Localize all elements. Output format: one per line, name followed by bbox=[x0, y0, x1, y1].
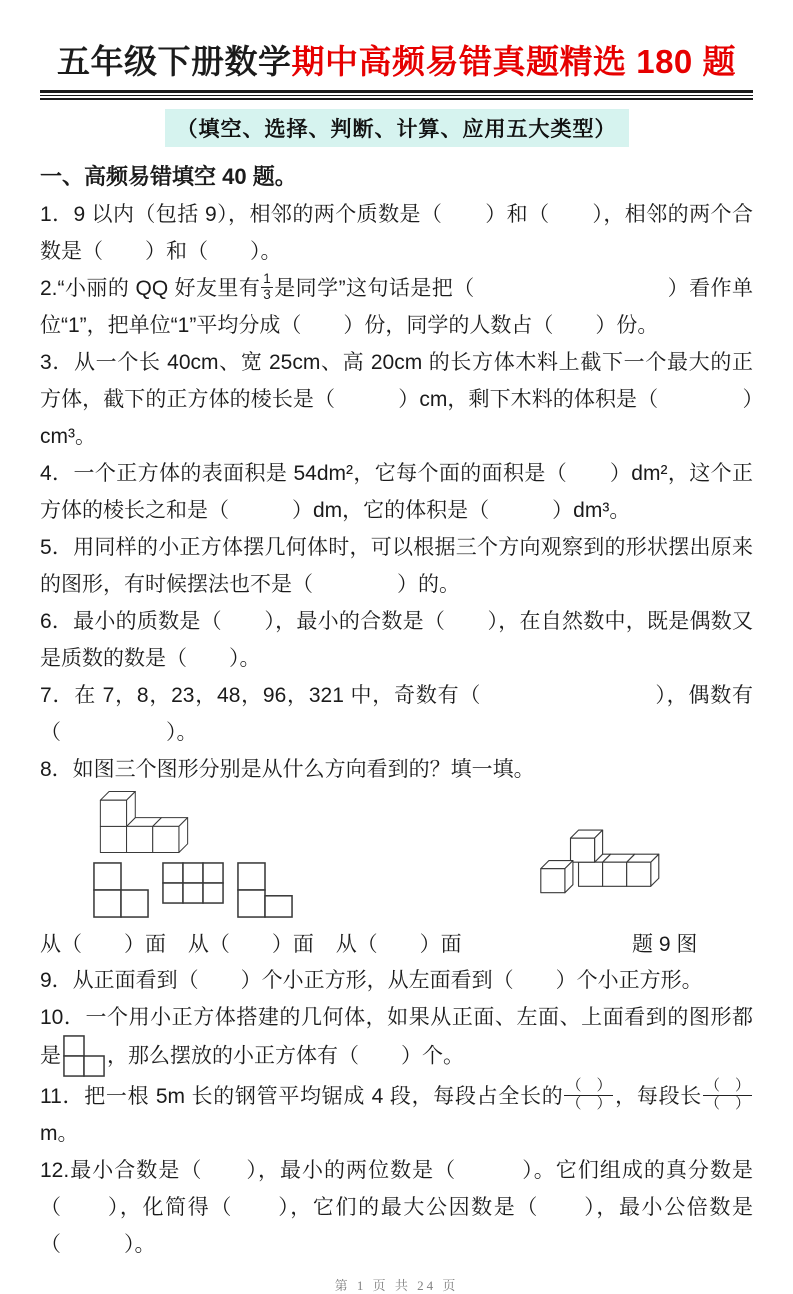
view-shape-1 bbox=[93, 862, 149, 918]
question-12: 12.最小合数是（ ），最小的两位数是（ ）。它们组成的真分数是（ ），化简得（ ），它们的最大公因数是（ ），最小公倍数是（ ）。 bbox=[40, 1158, 753, 1256]
isometric-cubes-figure-q9 bbox=[540, 822, 662, 896]
rule-line bbox=[40, 98, 753, 100]
section-heading: 一、高频易错填空 40 题。 bbox=[40, 163, 297, 189]
question-11-post: m。 bbox=[40, 1121, 79, 1145]
question-4: 4．一个正方体的表面积是 54dm²，它每个面的面积是（ ）dm²，这个正方体的棱长之和是（ ）dm，它的体积是（ ）dm³。 bbox=[40, 461, 753, 522]
question-7: 7．在 7，8，23，48，96，321 中，奇数有（ ），偶数有（ ）。 bbox=[40, 683, 753, 744]
question-6: 6．最小的质数是（ ），最小的合数是（ ），在自然数中，既是偶数又是质数的数是（ ）。 bbox=[40, 609, 753, 670]
subtitle-highlight: （填空、选择、判断、计算、应用五大类型） bbox=[165, 109, 629, 147]
page-number-footer: 第 1 页 共 24 页 bbox=[334, 1277, 459, 1293]
rule-line bbox=[40, 95, 753, 97]
view-shape-2 bbox=[162, 862, 224, 904]
blank-fraction-2 bbox=[703, 1078, 752, 1112]
title-black-part: 五年级下册数学 bbox=[57, 43, 292, 80]
fraction-one-third bbox=[261, 272, 273, 303]
blank-fraction-1 bbox=[564, 1078, 613, 1112]
fraction-denominator: （ ） bbox=[704, 1094, 750, 1112]
rule-line bbox=[40, 90, 753, 93]
fraction-numerator: （ ） bbox=[704, 1077, 750, 1094]
question-10 bbox=[40, 999, 753, 1078]
view-labels-row bbox=[40, 928, 753, 962]
question-9-figure-wrap bbox=[540, 822, 662, 896]
view-label-1: 从（ ）面 bbox=[40, 932, 166, 956]
question-1: 1．9 以内（包括 9），相邻的两个质数是（ ）和（ ），相邻的两个合数是（ ）和（ ）。 bbox=[40, 202, 753, 263]
question-2-post: 是同学”这句话是把（ ）看作单位“1”，把单位“1”平均分成（ ）份，同学的人数占（ ）份。 bbox=[40, 276, 753, 337]
question-11 bbox=[40, 1078, 753, 1152]
question-10-post: ，那么摆放的小正方体有（ ）个。 bbox=[107, 1044, 464, 1068]
fraction-numerator: （ ） bbox=[566, 1077, 612, 1094]
question-8-figures bbox=[40, 790, 753, 962]
subtitle-row bbox=[40, 109, 753, 147]
fraction-denominator: （ ） bbox=[566, 1094, 612, 1112]
fraction-numerator: 1 bbox=[263, 270, 271, 286]
view-shape-3 bbox=[237, 862, 293, 918]
question-3: 3．从一个长 40cm、宽 25cm、高 20cm 的长方体木料上截下一个最大的正方体，截下的正方体的棱长是（ ）cm，剩下木料的体积是（ ）cm³。 bbox=[40, 350, 753, 448]
fraction-denominator: 3 bbox=[263, 286, 271, 302]
title-red-part: 期中高频易错真题精选 180 题 bbox=[291, 43, 736, 80]
title-underline-rule bbox=[40, 90, 753, 100]
view-label-3: 从（ ）面 bbox=[335, 932, 462, 956]
question-5: 5．用同样的小正方体摆几何体时，可以根据三个方向观察到的形状摆出原来的图形，有时候摆法也不是（ ）的。 bbox=[40, 535, 753, 596]
question-2-pre: 2.“小丽的 QQ 好友里有 bbox=[40, 276, 261, 300]
question-2 bbox=[40, 270, 753, 344]
question-8: 8．如图三个图形分别是从什么方向看到的？填一填。 bbox=[40, 757, 535, 781]
l-tromino-figure bbox=[63, 1035, 105, 1077]
isometric-cubes-figure bbox=[97, 790, 191, 854]
figure-9-caption: 题 9 图 bbox=[632, 932, 698, 956]
question-11-pre: 11．把一根 5m 长的钢管平均锯成 4 段，每段占全长的 bbox=[40, 1084, 564, 1108]
question-9: 9．从正面看到（ ）个小正方形，从左面看到（ ）个小正方形。 bbox=[40, 968, 703, 992]
question-11-mid: ，每段长 bbox=[614, 1084, 702, 1108]
question-10-pre: 10．一个用小正方体搭建的几何体，如果从正面、左面、上面看到的图形都是 bbox=[40, 1005, 753, 1068]
view-label-2: 从（ ）面 bbox=[187, 932, 314, 956]
page-title bbox=[40, 40, 753, 85]
